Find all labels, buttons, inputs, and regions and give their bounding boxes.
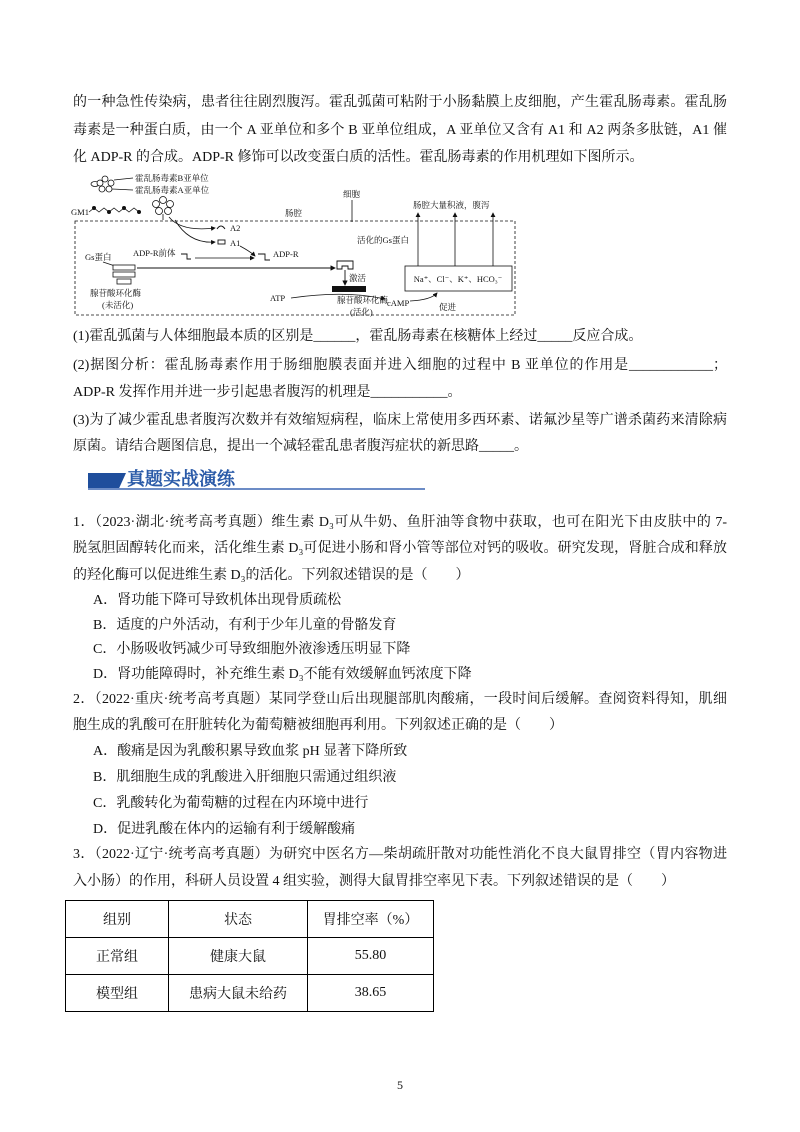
table-cell: 正常组 [66,938,169,975]
problem-1-line: 的羟化酶可以促进维生素 D₃的活化。下列叙述错误的是（ ） [73,568,470,583]
subquestion-3-line: (3)为了减少霍乱患者腹泻次数并有效缩短病程，临床上常使用多西环素、诺氟沙星等广谱杀菌药来清除病 [73,413,727,428]
ions-label: Na⁺、Cl⁻、K⁺、HCO₃⁻ [413,274,503,284]
gastric-emptying-table [65,900,434,1012]
outcome-label: 肠腔大量积液，腹泻 [413,200,490,210]
page-number: 5 [397,1078,403,1092]
cell-label: 细胞 [343,189,361,199]
inactive-ac-label: 腺苷酸环化酶 [90,288,142,298]
problem-2-line: 胞生成的乳酸可在肝脏转化为葡萄糖被细胞再利用。下列叙述正确的是（ ） [73,718,563,733]
subquestion-1: (1)霍乱弧菌与人体细胞最本质的区别是______，霍乱肠毒素在核糖体上经过_____反应合成。 [73,329,643,344]
problem-1-option-d: D．肾功能障碍时，补充维生素 D₃不能有效缓解血钙浓度下降 [93,667,472,682]
adpr-label: ADP-R [273,249,299,259]
problem-3-line: 入小肠）的作用，科研人员设置 4 组实验，测得大鼠胃排空率见下表。下列叙述错误的是（ ） [73,874,675,889]
bound-toxin-icon [153,197,174,221]
a1-label: A1 [230,238,241,248]
table-cell: 患病大鼠未给药 [169,975,308,1012]
problem-2-option-d: D．促进乳酸在体内的运输有利于缓解酸痛 [93,822,356,837]
a1-catalysis-arrow [240,246,255,256]
active-gs-label: 活化的Gs蛋白 [357,235,409,245]
table-cell: 模型组 [66,975,169,1012]
gm1-label: GM1 [71,207,89,217]
table-header-cell: 组别 [66,901,169,938]
table-cell: 38.65 [308,975,434,1012]
subquestion-2-line: ADP-R 发挥作用并进一步引起患者腹泻的机理是___________。 [73,385,462,400]
problem-1-option-c: C．小肠吸收钙减少可导致细胞外液渗透压明显下降 [93,642,411,657]
table-row [66,975,434,1012]
section-header-bar [88,473,126,488]
table-header-cell: 胃排空率（%） [308,901,434,938]
section-header: 真题实战演练 [127,469,235,490]
camp-label: cAMP [387,298,410,308]
gm1-chain-icon [89,206,141,213]
promote-label: 促进 [439,302,457,312]
problem-2-line: 2．（2022·重庆·统考高考真题）某同学登山后出现腿部肌肉酸痛，一段时间后缓解。查阅资料得知，肌细 [73,692,727,707]
adpr-precursor-shape [181,254,191,259]
lumen-label: 肠腔 [285,208,303,218]
a2-shape [217,226,225,229]
problem-2-option-b: B．肌细胞生成的乳酸进入肝细胞只需通过组织液 [93,770,397,785]
problem-2-option-c: C．乳酸转化为葡萄糖的过程在内环境中进行 [93,796,369,811]
intro-line: 的一种急性传染病，患者往往剧烈腹泻。霍乱弧菌可粘附于小肠黏膜上皮细胞，产生霍乱肠毒素。霍乱肠 [73,95,727,110]
a2-release-arrow [169,217,215,229]
problem-1-line: 脱氢胆固醇转化而来，活化维生素 D₃可促进小肠和肾小管等部位对钙的吸收。研究发现，肾脏合成和释放 [73,541,727,556]
gs-protein-label: Gs蛋白 [85,252,112,262]
problem-1-option-b: B．适度的户外活动，有利于少年儿童的骨骼发育 [93,618,397,633]
problem-2-option-a: A．酸痛是因为乳酸积累导致血浆 pH 显著下降所致 [93,744,408,759]
camp-promote-arrow [410,293,437,301]
subquestion-3-line: 原菌。请结合题图信息，提出一个减轻霍乱患者腹泻症状的新思路_____。 [73,439,528,454]
a1-shape [218,240,225,244]
table-cell: 健康大鼠 [169,938,308,975]
table-header-row [66,901,434,938]
subquestion-2-line: (2)据图分析：霍乱肠毒素作用于肠细胞膜表面并进入细胞的过程中 B 亚单位的作用是____________； [73,358,727,373]
a1-release-arrow [175,220,215,242]
adpr-shape [258,254,270,260]
active-ac-note: (活化) [350,307,373,317]
table-row [66,938,434,975]
intro-line: 化 ADP-R 的合成。ADP-R 修饰可以改变蛋白质的活性。霍乱肠毒素的作用机理如下图所示。 [73,150,644,165]
atp-label: ATP [270,293,286,303]
adpr-precursor-label: ADP-R前体 [133,248,176,258]
inactive-ac-note: (未活化) [102,300,134,310]
legend-b-subunit-label: 霍乱肠毒素B亚单位 [135,173,209,183]
intro-line: 毒素是一种蛋白质，由一个 A 亚单位和多个 B 亚单位组成，A 亚单位又含有 A1 和 A2 两条多肽链，A1 催 [73,123,727,138]
legend-toxin-icon [91,176,133,192]
active-gs-shape [337,261,353,269]
active-adenylate-cyclase-bar [332,286,366,292]
problem-3-line: 3．（2022·辽宁·统考高考真题）为研究中医名方—柴胡疏肝散对功能性消化不良大鼠胃排空（胃内容物进 [73,847,727,862]
legend-a-subunit-label: 霍乱肠毒素A亚单位 [135,185,210,195]
inactive-adenylate-cyclase-icon [103,262,135,284]
a2-label: A2 [230,223,241,233]
problem-1-option-a: A．肾功能下降可导致机体出现骨质疏松 [93,593,342,608]
table-header-cell: 状态 [169,901,308,938]
activate-label: 激活 [349,273,367,283]
table-cell: 55.80 [308,938,434,975]
problem-1-line: 1．（2023·湖北·统考高考真题）维生素 D₃可从牛奶、鱼肝油等食物中获取，也可在阳光下由皮肤中的 7- [73,515,727,530]
active-ac-label: 腺苷酸环化酶 [337,295,389,305]
cholera-toxin-mechanism-diagram [65,170,525,325]
